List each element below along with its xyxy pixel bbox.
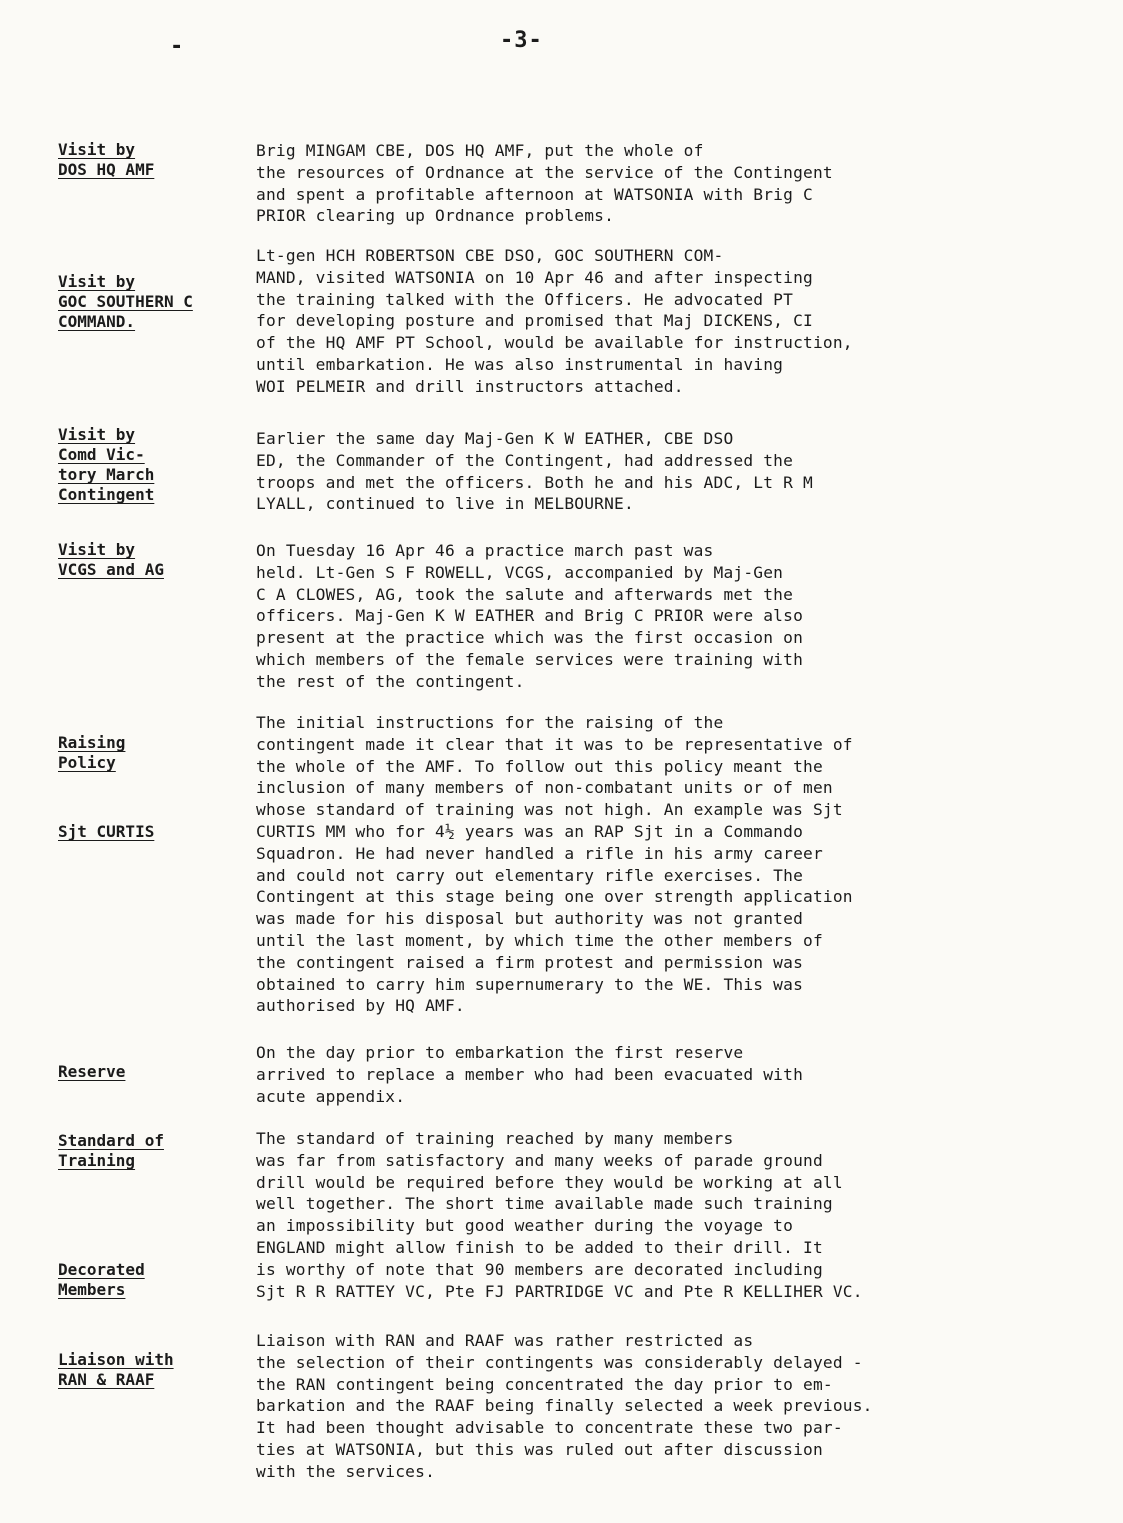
paragraph-liaison: Liaison with RAN and RAAF was rather restricted as the selection of their contingents was considerably delayed - the RAN contingent being concentrated the day prior to em- barkation and the RAAF being finally selected a week previous. It had been thought advisable to concentrate these two par- ties at WATSONIA, but this was ruled out after discussion with the services. (256, 1331, 873, 1481)
margin-heading-visit-dos: Visit by DOS HQ AMF (58, 140, 155, 179)
paragraph-raising-policy: The initial instructions for the raising of the contingent made it clear that it was to be representative of the whole of the AMF. To follow out this policy meant the inclusion of many members of non-combatant units or of men whose standard of training was not high. An example was Sjt CURTIS MM who for 4½ years was an RAP Sjt in a Commando Squadron. He had never handled a rifle in his army career and could not carry out elementary rifle exercises. The Contingent at this stage being one over strength application was made for his disposal but authority was not granted until the last moment, by which time the other members of the contingent raised a firm protest and permission was obtained to carry him supernumerary to the WE. This was authorised by HQ AMF. (256, 713, 853, 1016)
paragraph-visit-comd: Earlier the same day Maj-Gen K W EATHER, CBE DSO ED, the Commander of the Contingent, had addressed the troops and met the officers. Both he and his ADC, Lt R M LYALL, continued to live in MELBOURNE. (256, 429, 813, 514)
margin-heading-reserve: Reserve (58, 1062, 126, 1081)
margin-heading-standard-of-training: Standard of Training (58, 1131, 164, 1170)
margin-heading-visit-comd: Visit by Comd Vic- tory March Contingent (58, 425, 155, 504)
page-number: -3- (500, 28, 543, 53)
margin-heading-sjt-curtis: Sjt CURTIS (58, 822, 155, 841)
paragraph-visit-goc: Lt-gen HCH ROBERTSON CBE DSO, GOC SOUTHERN COM- MAND, visited WATSONIA on 10 Apr 46 and after inspecting the training talked with the Officers. He advocated PT for developing posture and promised that Maj DICKENS, CI of the HQ AMF PT School, would be available for instruction, until embarkation. He was also instrumental in having WOI PELMEIR and drill instructors attached. (256, 246, 853, 396)
paragraph-reserve: On the day prior to embarkation the first reserve arrived to replace a member who had been evacuated with acute appendix. (256, 1043, 804, 1106)
margin-heading-raising-policy: Raising Policy (58, 733, 126, 772)
margin-heading-visit-goc: Visit by GOC SOUTHERN C COMMAND. (58, 272, 193, 331)
paragraph-visit-vcgs: On Tuesday 16 Apr 46 a practice march past was held. Lt-Gen S F ROWELL, VCGS, accompanied by Maj-Gen C A CLOWES, AG, took the salute and afterwards met the officers. Maj-Gen K W EATHER and Brig C PRIOR were also present at the practice which was the first occasion on which members of the female services were training with the rest of the contingent. (256, 541, 804, 691)
paragraph-visit-dos: Brig MINGAM CBE, DOS HQ AMF, put the whole of the resources of Ordnance at the service of the Contingent and spent a profitable afternoon at WATSONIA with Brig C PRIOR clearing up Ordnance problems. (256, 141, 833, 226)
paragraph-standard-of-training: The standard of training reached by many members was far from satisfactory and many weeks of parade ground drill would be required before they would be working at all well together. The short time available made such training an impossibility but good weather during the voyage to ENGLAND might allow finish to be added to their drill. It is worthy of note that 90 members are decorated including Sjt R R RATTEY VC, Pte FJ PARTRIDGE VC and Pte R KELLIHER VC. (256, 1129, 863, 1301)
margin-heading-decorated-members: Decorated Members (58, 1260, 145, 1299)
dash-mark: - (170, 34, 184, 59)
margin-heading-liaison: Liaison with RAN & RAAF (58, 1350, 174, 1389)
margin-heading-visit-vcgs: Visit by VCGS and AG (58, 540, 164, 579)
